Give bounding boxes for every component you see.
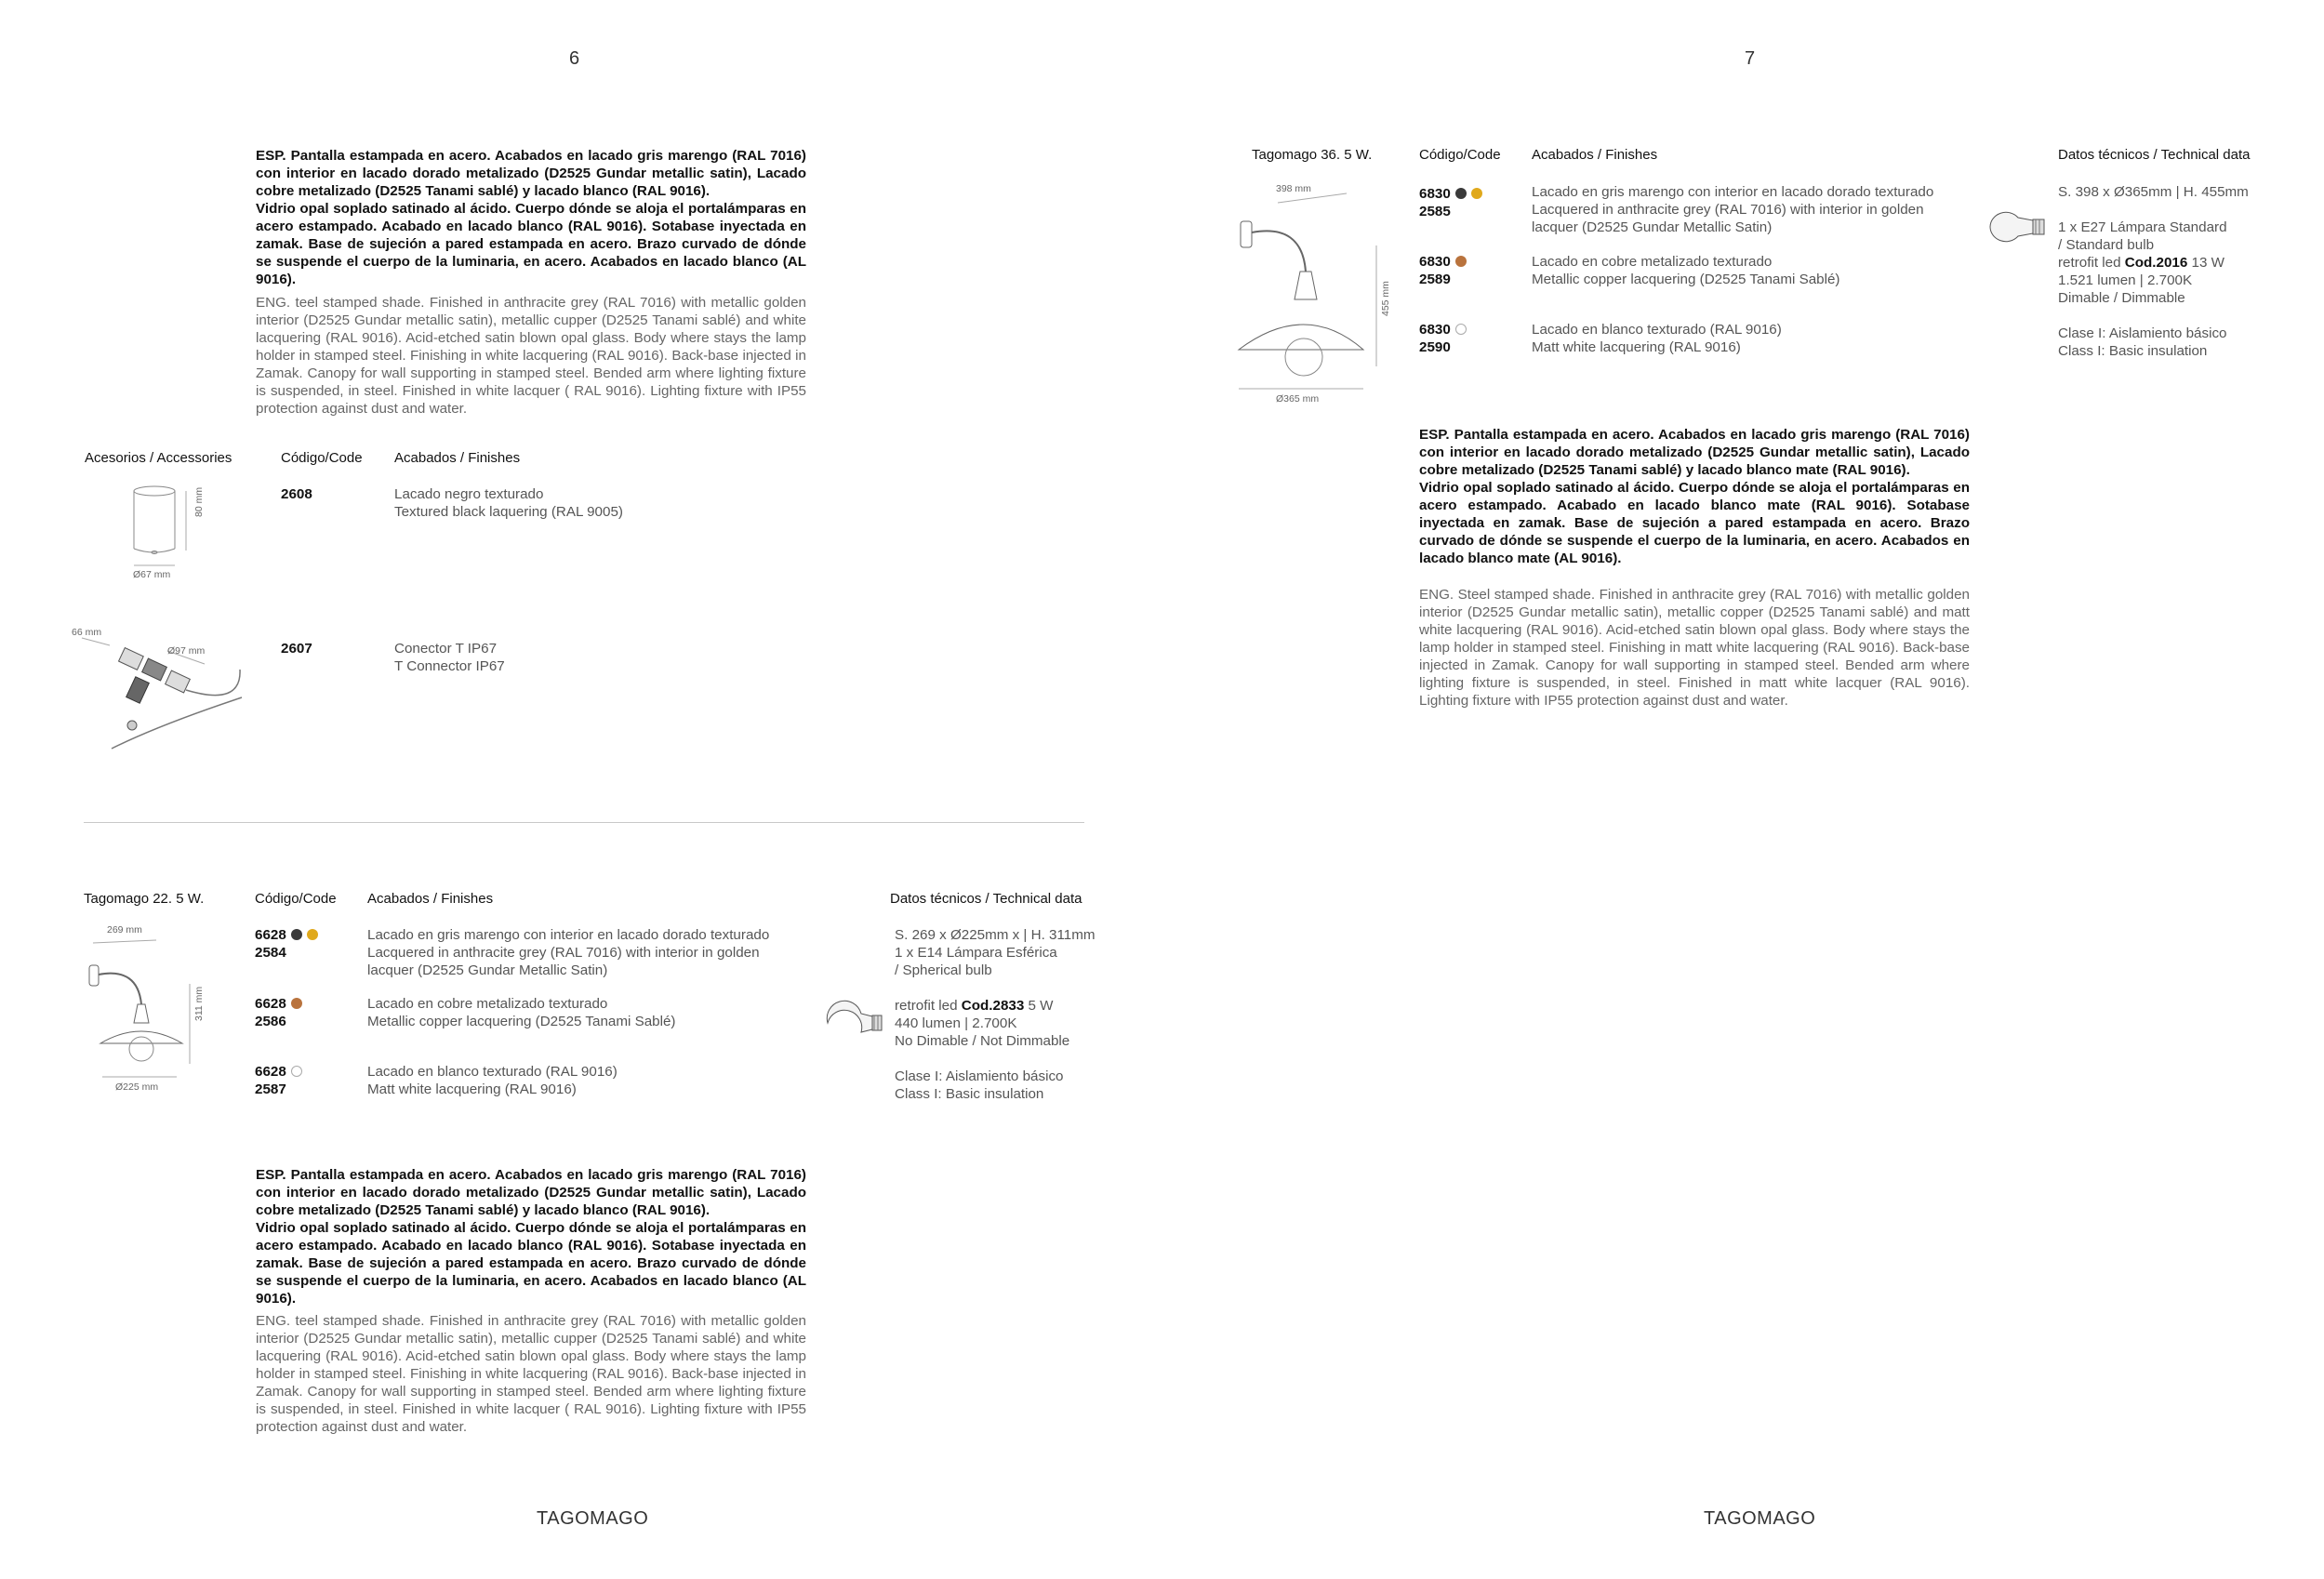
accessories-finishes-header: Acabados / Finishes <box>394 450 521 466</box>
variant-code: 6830 <box>1419 186 1451 202</box>
accessory-1-finish: Lacado negro texturado Textured black laquering (RAL 9005) <box>394 486 623 520</box>
top-description-eng: ENG. teel stamped shade. Finished in anthracite grey (RAL 7016) with metallic golden interior (D2525 Gundar metallic satin), metallic cupper (D2525 Tanami sablé) and white lacquering (RAL 9016). Acid-etched satin blown opal glass. Body where stays the lamp holder in stamped steel. Finishing in white lacquering (RAL 9016). Back-base injected in Zamak. Canopy for wall supporting in stamped steel. Bended arm where lighting fixture is suspended, in steel. Finished in white lacquer ( RAL 9016). Lighting fixture with IP55 protection against dust and water. <box>256 295 806 417</box>
gold-swatch <box>1471 188 1482 199</box>
product-36-name: Tagomago 36. 5 W. <box>1252 147 1373 163</box>
section-divider <box>84 822 1084 823</box>
anthracite-swatch <box>291 929 302 940</box>
tech-dimmable: No Dimable / Not Dimmable <box>895 1033 1070 1049</box>
product-36-width-dim: 398 mm <box>1276 183 1311 194</box>
variant-6830-2585 <box>1419 185 1482 220</box>
white-swatch <box>291 1066 302 1077</box>
tech-size: S. 269 x Ø225mm x | H. 311mm <box>895 927 1096 943</box>
variant-code: 2589 <box>1419 272 1451 287</box>
bottom-description-eng: ENG. teel stamped shade. Finished in anthracite grey (RAL 7016) with metallic golden interior (D2525 Gundar metallic satin), metallic cupper (D2525 Tanami sablé) and white lacquering (RAL 9016). Acid-etched satin blown opal glass. Body where stays the lamp holder in stamped steel. Finishing in white lacquering (RAL 9016). Back-base injected in Zamak. Canopy for wall supporting in stamped steel. Bended arm where lighting fixture is suspended, in steel. Finished in white lacquer ( RAL 9016). Lighting fixture with IP55 protection against dust and water. <box>256 1313 806 1435</box>
page-number-right: 7 <box>1745 48 1756 69</box>
standard-bulb-icon <box>1986 208 2055 245</box>
product-22-diameter-dim: Ø225 mm <box>115 1081 159 1093</box>
product-22-tech <box>895 926 1096 1103</box>
variant-finish: Lacado en gris marengo con interior en lacado dorado texturado Lacquered in anthracite grey (RAL 7016) with interior in golden lacquer (D2525 Gundar Metallic Satin) <box>367 927 770 978</box>
right-description-esp: ESP. Pantalla estampada en acero. Acabados en lacado gris marengo (RAL 7016) con interior en lacado dorado metalizado (D2525 Gundar metallic satin), Lacado cobre metalizado (D2525 Tanami sablé) y lacado blanco mate (RAL 9016). Vidrio opal soplado satinado al ácido. Cuerpo dónde se aloja el portalámparas en acero estampado. Acabado en lacado blanco mate (RAL 9016). Sotabase inyectada en zamak. Base de sujeción a pared estampada en acero. Brazo curvado de dónde se suspende el cuerpo de la luminaria, en acero. Acabados en lacado blanco mate (AL 9016). <box>1419 427 1970 566</box>
right-description-eng: ENG. Steel stamped shade. Finished in anthracite grey (RAL 7016) with metallic golden interior (D2525 Gundar metallic satin), metallic copper (D2525 Tanami sablé) and matt white lacquering (RAL 9016). Acid-etched satin blown opal glass. Body where stays the lamp holder in stamped steel. Finishing in matt white lacquering (RAL 9016). Back-base injected in Zamak. Canopy for wall supporting in stamped steel. Bended arm where lighting fixture is suspended, in steel. Finished in matt white lacquer (RAL 9016). Lighting fixture with IP55 protection against dust and water. <box>1419 587 1970 709</box>
footer-brand-left: TAGOMAGO <box>537 1508 649 1529</box>
tech-dimmable: Dimable / Dimmable <box>2058 290 2185 306</box>
product-22-name: Tagomago 22. 5 W. <box>84 891 205 907</box>
tech-class: Clase I: Aislamiento básico <box>895 1068 1064 1084</box>
variant-6830-2590 <box>1419 321 1467 356</box>
product-22-finishes-header: Acabados / Finishes <box>367 891 494 907</box>
accessory-2-finish: Conector T IP67 T Connector IP67 <box>394 641 505 674</box>
product-22-height-dim: 311 mm <box>193 986 205 1021</box>
variant-6628-2584 <box>255 926 318 962</box>
product-36-finishes-header: Acabados / Finishes <box>1532 147 1658 163</box>
product-36-tech <box>2058 183 2249 360</box>
product-36-diameter-dim: Ø365 mm <box>1276 393 1320 405</box>
variant-code: 6830 <box>1419 254 1451 270</box>
product-22-code-header: Código/Code <box>255 891 337 907</box>
white-swatch <box>1455 324 1467 335</box>
accessory-1-height: 80 mm <box>193 486 205 517</box>
variant-finish: Lacado en cobre metalizado texturado Metallic copper lacquering (D2525 Tanami Sablé) <box>367 996 676 1029</box>
anthracite-swatch <box>1455 188 1467 199</box>
variant-finish: Lacado en gris marengo con interior en lacado dorado texturado Lacquered in anthracite grey (RAL 7016) with interior in golden lacquer (D2525 Gundar Metallic Satin) <box>1532 184 1934 235</box>
variant-code: 2585 <box>1419 204 1451 219</box>
copper-swatch <box>1455 256 1467 267</box>
accessory-2-code: 2607 <box>281 641 312 657</box>
variant-code: 6830 <box>1419 322 1451 338</box>
variant-finish: Lacado en blanco texturado (RAL 9016) Matt white lacquering (RAL 9016) <box>367 1064 618 1097</box>
variant-code: 6628 <box>255 1064 286 1080</box>
variant-code: 2587 <box>255 1081 286 1097</box>
variant-code: 6628 <box>255 927 286 943</box>
variant-6830-2589 <box>1419 253 1467 288</box>
tech-lamp-en: / Spherical bulb <box>895 962 992 978</box>
bottom-description-esp: ESP. Pantalla estampada en acero. Acabados en lacado gris marengo (RAL 7016) con interior en lacado dorado metalizado (D2525 Gundar metallic satin), Lacado cobre metalizado (D2525 Tanami sablé) y lacado blanco (RAL 9016). Vidrio opal soplado satinado al ácido. Cuerpo dónde se aloja el portalámparas en acero estampado. Acabado en lacado blanco (RAL 9016). Sotabase inyectada en zamak. Base de sujeción a pared estampada en acero. Brazo curvado de dónde se suspende el cuerpo de la luminaria, en acero. Acabados en lacado blanco (AL 9016). <box>256 1167 806 1307</box>
tech-lamp: 1 x E27 Lámpara Standard <box>2058 219 2227 235</box>
tech-lamp-en: / Standard bulb <box>2058 237 2155 253</box>
accessory-1-code: 2608 <box>281 486 312 502</box>
variant-code: 2586 <box>255 1014 286 1029</box>
variant-code: 2590 <box>1419 339 1451 355</box>
variant-code: 2584 <box>255 945 286 961</box>
tagomago-36-drawing <box>1233 190 1401 394</box>
tech-size: S. 398 x Ø365mm | H. 455mm <box>2058 184 2249 200</box>
retrofit-code: Cod.2833 <box>961 998 1025 1014</box>
copper-swatch <box>291 998 302 1009</box>
accessory-1-diameter: Ø67 mm <box>133 569 171 580</box>
tech-class: Clase I: Aislamiento básico <box>2058 325 2227 341</box>
product-36-tech-header: Datos técnicos / Technical data <box>2058 147 2251 163</box>
product-36-code-header: Código/Code <box>1419 147 1501 163</box>
product-22-tech-header: Datos técnicos / Technical data <box>890 891 1082 907</box>
product-22-width-dim: 269 mm <box>107 924 142 935</box>
tech-lumen: 440 lumen | 2.700K <box>895 1015 1017 1031</box>
page-number-left: 6 <box>569 48 580 69</box>
gold-swatch <box>307 929 318 940</box>
accessory-2-diameter: Ø97 mm <box>167 645 206 657</box>
tech-retrofit: retrofit led Cod.2833 5 W <box>895 998 1054 1014</box>
retrofit-code: Cod.2016 <box>2124 255 2188 271</box>
spherical-bulb-icon <box>824 1004 893 1042</box>
tech-class-en: Class I: Basic insulation <box>895 1086 1044 1102</box>
accessories-code-header: Código/Code <box>281 450 363 466</box>
footer-brand-right: TAGOMAGO <box>1704 1508 1816 1529</box>
tech-class-en: Class I: Basic insulation <box>2058 343 2208 359</box>
tech-lamp: 1 x E14 Lámpara Esférica <box>895 945 1057 961</box>
variant-finish: Lacado en blanco texturado (RAL 9016) Matt white lacquering (RAL 9016) <box>1532 322 1782 355</box>
variant-finish: Lacado en cobre metalizado texturado Metallic copper lacquering (D2525 Tanami Sablé) <box>1532 254 1840 287</box>
tech-retrofit: retrofit led Cod.2016 13 W <box>2058 255 2224 271</box>
product-36-height-dim: 455 mm <box>1380 281 1391 316</box>
variant-6628-2587 <box>255 1063 302 1098</box>
tech-lumen: 1.521 lumen | 2.700K <box>2058 272 2193 288</box>
accessories-header: Acesorios / Accessories <box>85 450 232 466</box>
top-description-esp: ESP. Pantalla estampada en acero. Acabados en lacado gris marengo (RAL 7016) con interior en lacado dorado metalizado (D2525 Gundar metallic satin), Lacado cobre metalizado (D2525 Tanami sablé) y lacado blanco (RAL 9016). Vidrio opal soplado satinado al ácido. Cuerpo dónde se aloja el portalámparas en acero estampado. Acabado en lacado blanco (RAL 9016). Sotabase inyectada en zamak. Base de sujeción a pared estampada en acero. Brazo curvado de dónde se suspende el cuerpo de la luminaria, en acero. Acabados en lacado blanco (AL 9016). <box>256 148 806 287</box>
accessory-2-length: 66 mm <box>72 627 102 638</box>
variant-code: 6628 <box>255 996 286 1012</box>
variant-6628-2586 <box>255 995 302 1030</box>
